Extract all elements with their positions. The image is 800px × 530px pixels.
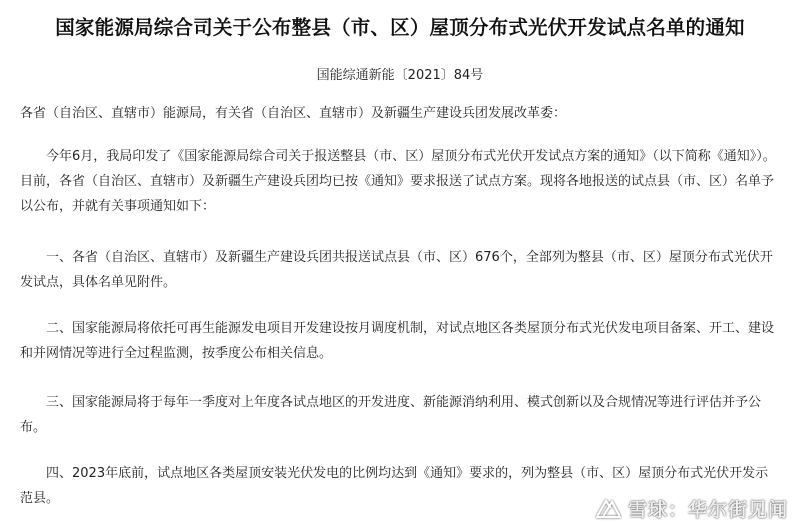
addressee-paragraph: 各省（自治区、直辖市）能源局，有关省（自治区、直辖市）及新疆生产建设兵团发展改革委： — [20, 106, 567, 121]
watermark-text: 雪球：华尔街见闻 — [627, 498, 788, 521]
watermark — [594, 494, 788, 522]
document-number: 国能综通新能〔2021〕84号 — [316, 68, 484, 83]
document-title: 国家能源局综合司关于公布整县（市、区）屋顶分布式光伏开发试点名单的通知 — [55, 16, 745, 39]
snowball-logo-icon — [594, 495, 622, 521]
item-paragraph-4: 四、2023年底前，试点地区各类屋顶安装光伏发电的比例均达到《通知》要求的，列为整县（市、区）屋顶分布式光伏开发示范县。 — [20, 466, 769, 506]
intro-paragraph: 今年6月，我局印发了《国家能源局综合司关于报送整县（市、区）屋顶分布式光伏开发试点方案的通知》（以下简称《通知》）。目前，各省（自治区、直辖市）及新疆生产建设兵团均已按《通知》要求报送了试点方案。现将各地报送的试点县（市、区）名单予以公布，并就有关事项通知如下： — [20, 149, 776, 214]
item-paragraph-3: 三、国家能源局将于每年一季度对上年度各试点地区的开发进度、新能源消纳利用、模式创新以及合规情况等进行评估并予公布。 — [20, 395, 762, 435]
item-paragraph-1: 一、各省（自治区、直辖市）及新疆生产建设兵团共报送试点县（市、区）676个，全部列为整县（市、区）屋顶分布式光伏开发试点，具体名单见附件。 — [20, 250, 773, 290]
item-paragraph-2: 二、国家能源局将依托可再生能源发电项目开发建设按月调度机制，对试点地区各类屋顶分布式光伏发电项目备案、开工、建设和并网情况等进行全过程监测，按季度公布相关信息。 — [20, 321, 775, 361]
